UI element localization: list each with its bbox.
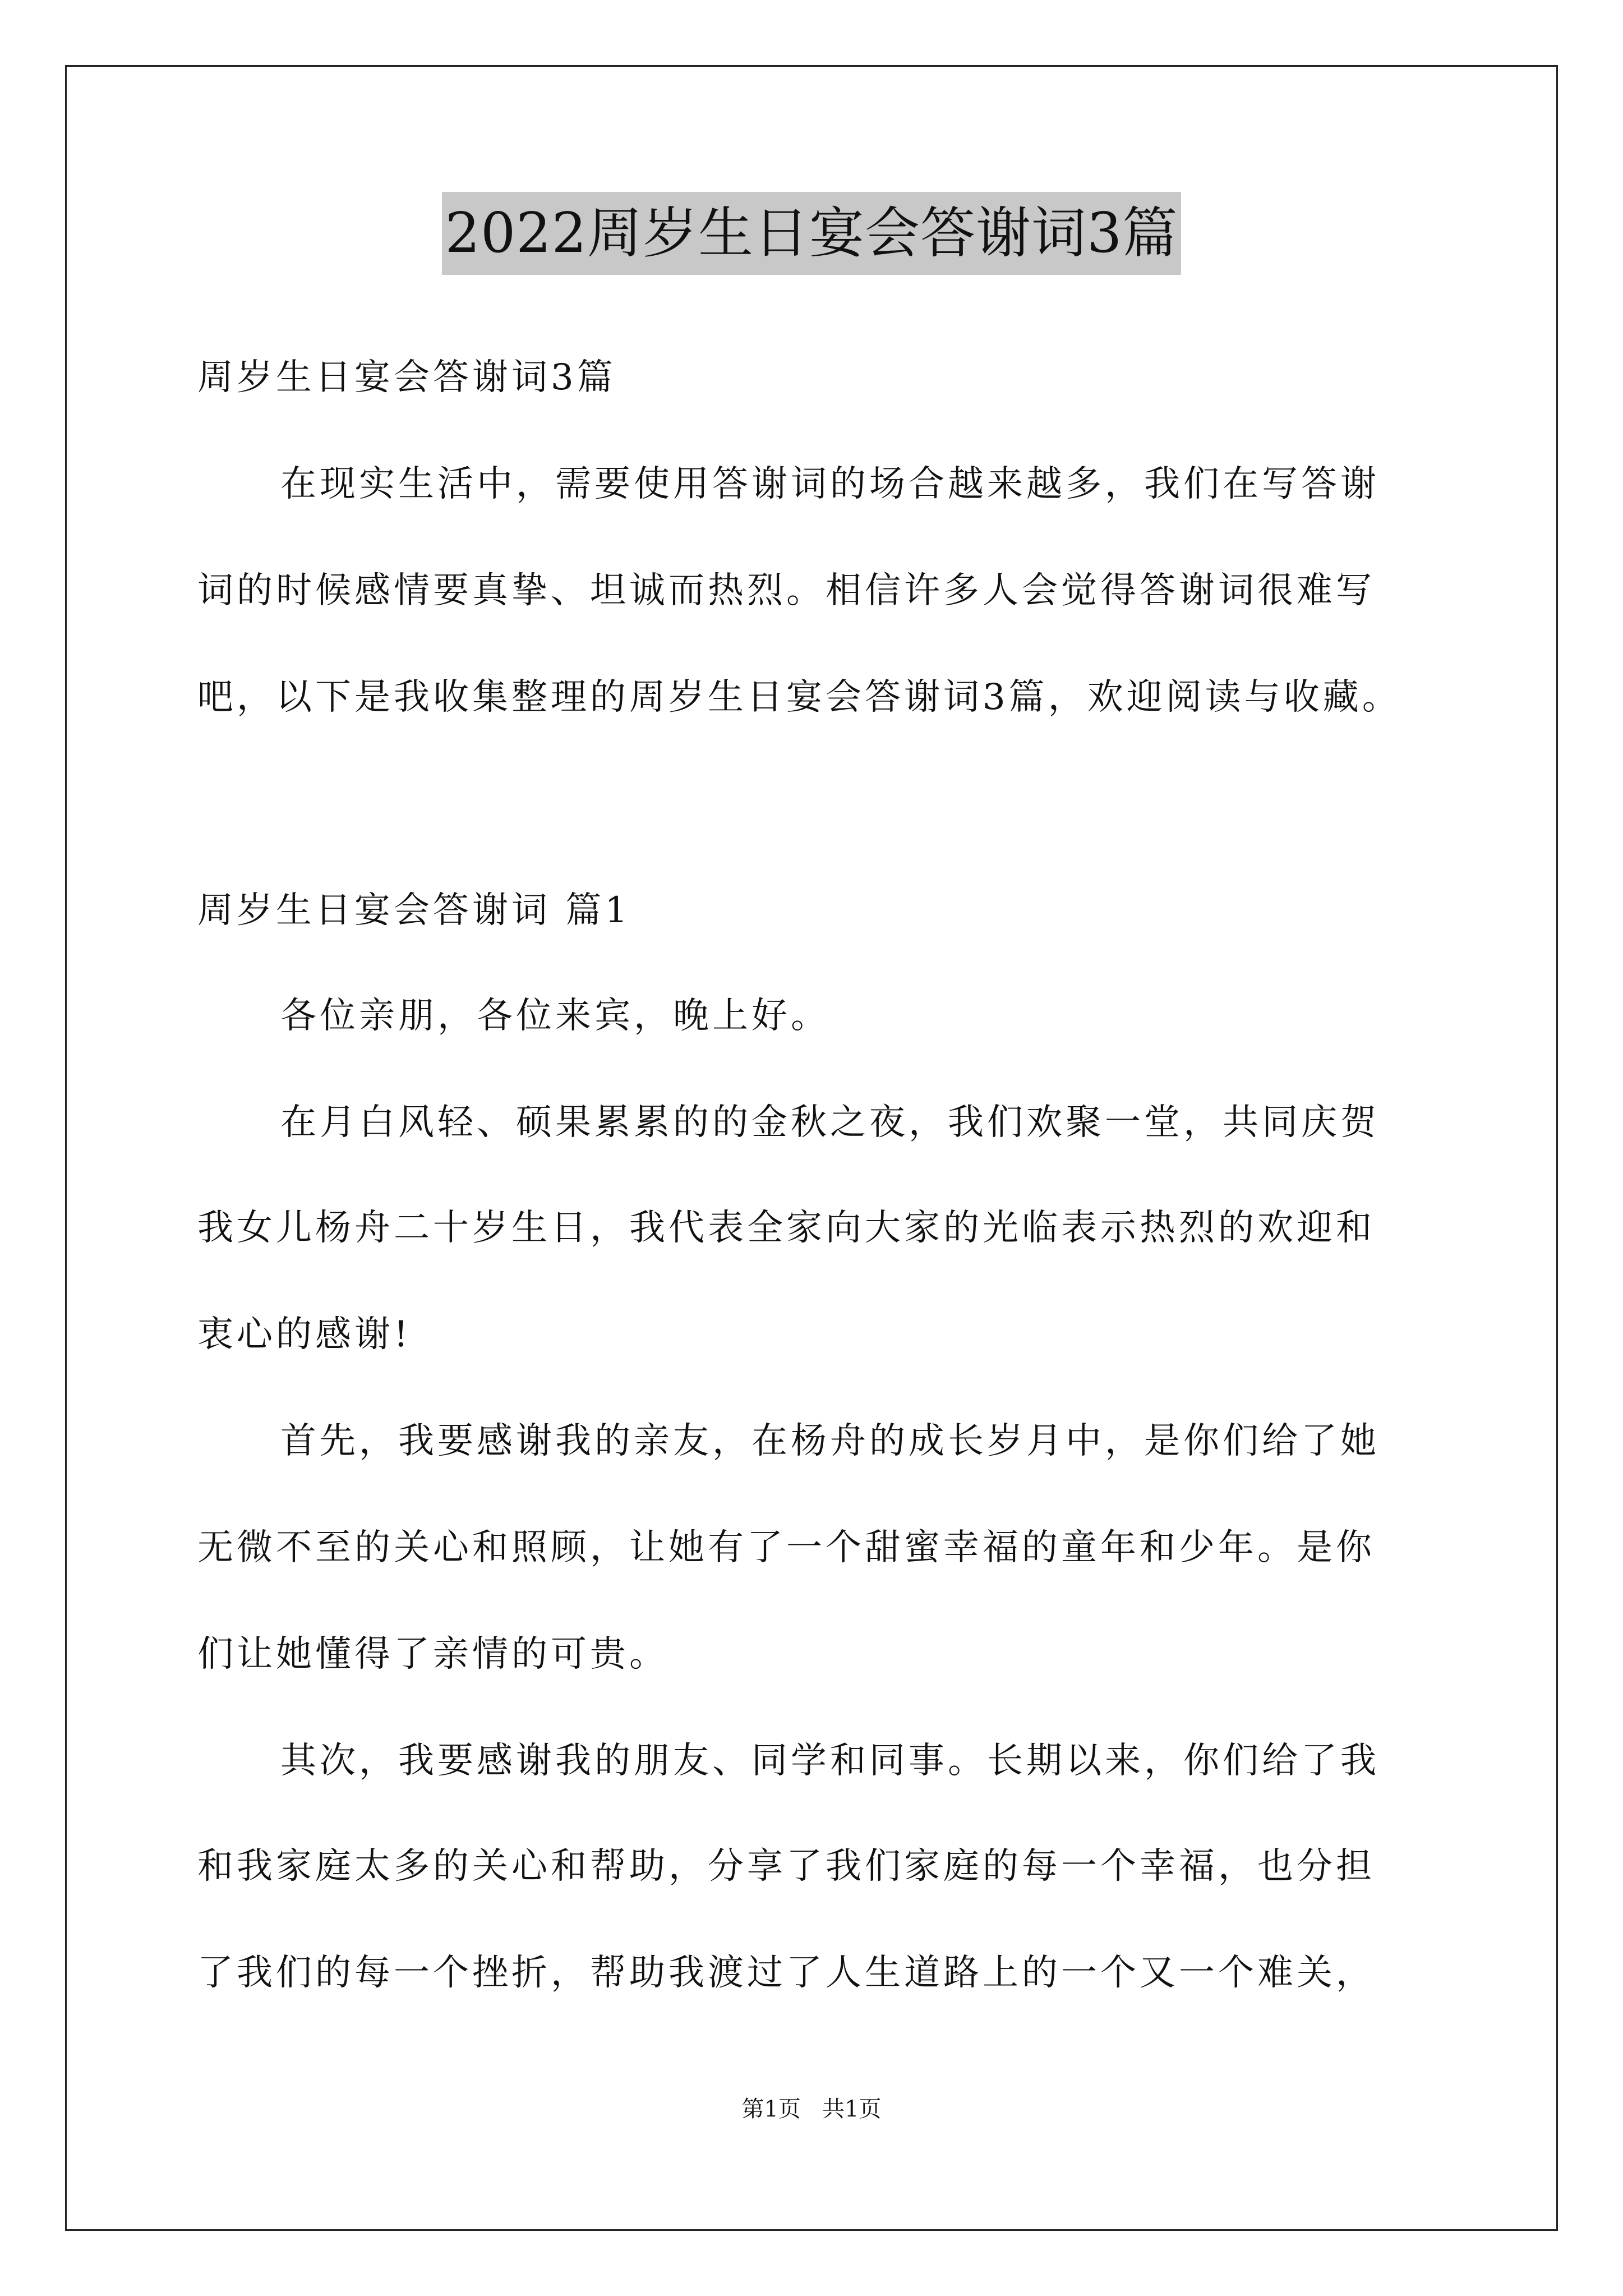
document-subtitle: 周岁生日宴会答谢词3篇 (197, 357, 616, 398)
section-heading: 周岁生日宴会答谢词 篇1 (197, 890, 631, 931)
page-footer: 第1页 共1页 (741, 2096, 882, 2122)
title-container (0, 192, 1623, 275)
body-line-4: 衷心的感谢! (197, 1314, 412, 1355)
intro-line-3: 吧，以下是我收集整理的周岁生日宴会答谢词3篇，欢迎阅读与收藏。 (197, 677, 1401, 718)
body-line-1: 各位亲朋，各位来宾，晚上好。 (280, 995, 830, 1037)
document-title: 2022周岁生日宴会答谢词3篇 (442, 192, 1182, 275)
intro-line-1: 在现实生活中，需要使用答谢词的场合越来越多，我们在写答谢 (280, 463, 1380, 505)
intro-line-2: 词的时候感情要真挚、坦诚而热烈。相信许多人会觉得答谢词很难写 (197, 570, 1375, 611)
body-line-7: 们让她懂得了亲情的可贵。 (197, 1634, 668, 1675)
body-line-2: 在月白风轻、硕果累累的的金秋之夜，我们欢聚一堂，共同庆贺 (280, 1102, 1380, 1143)
body-line-10: 了我们的每一个挫折，帮助我渡过了人生道路上的一个又一个难关， (197, 1952, 1375, 1994)
body-line-8: 其次，我要感谢我的朋友、同学和同事。长期以来，你们给了我 (280, 1740, 1380, 1782)
body-line-3: 我女儿杨舟二十岁生日，我代表全家向大家的光临表示热烈的欢迎和 (197, 1207, 1375, 1249)
body-line-6: 无微不至的关心和照顾，让她有了一个甜蜜幸福的童年和少年。是你 (197, 1527, 1375, 1568)
body-line-5: 首先，我要感谢我的亲友，在杨舟的成长岁月中，是你们给了她 (280, 1420, 1380, 1462)
body-line-9: 和我家庭太多的关心和帮助，分享了我们家庭的每一个幸福，也分担 (197, 1846, 1375, 1887)
